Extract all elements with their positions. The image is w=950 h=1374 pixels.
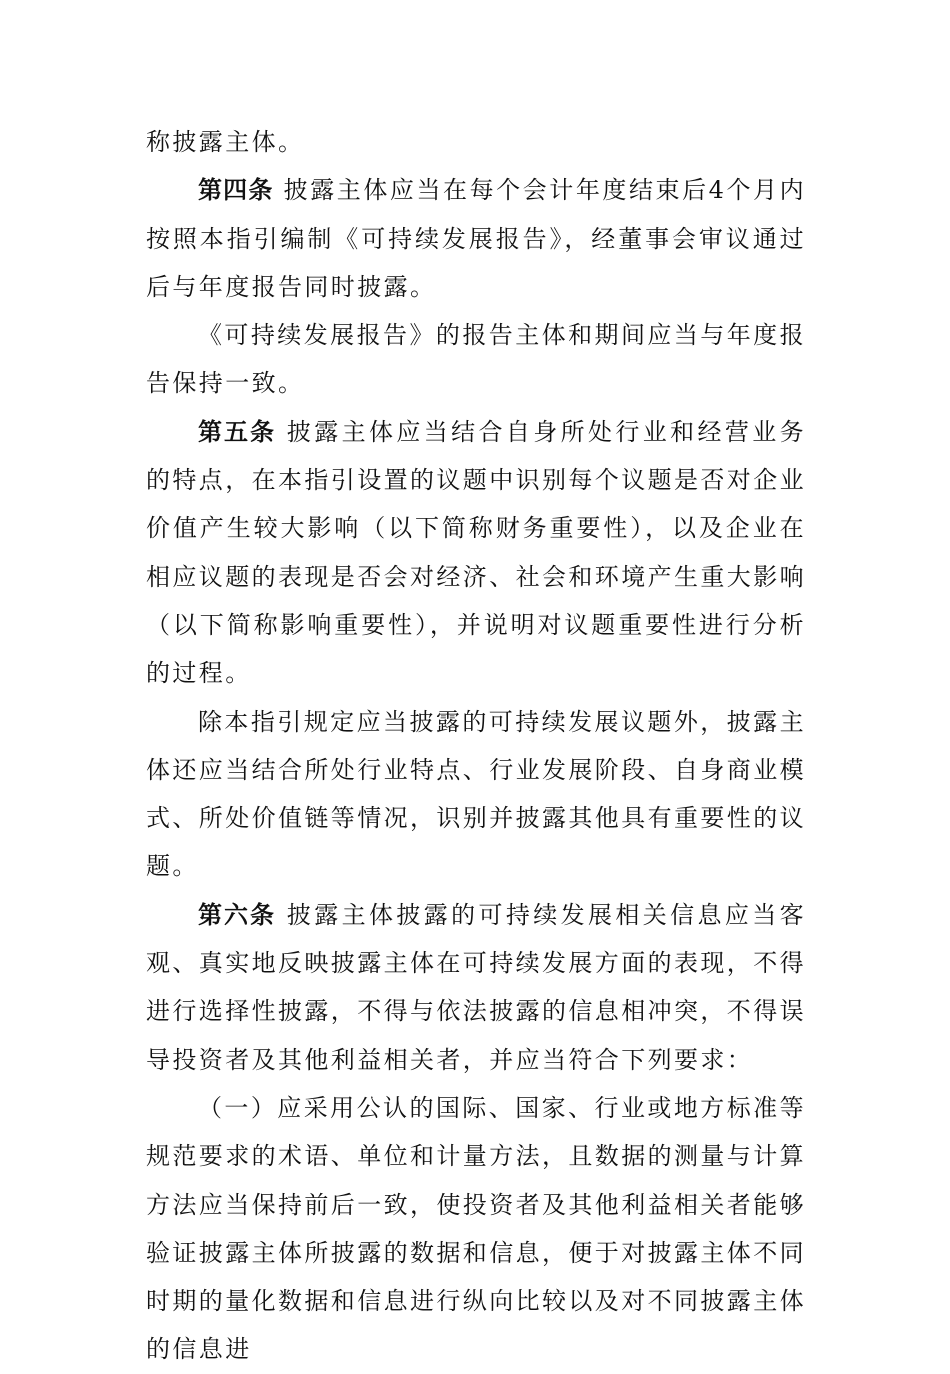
paragraph-text: 《可持续发展报告》的报告主体和期间应当与年度报告保持一致。 xyxy=(146,321,806,398)
document-body xyxy=(146,118,806,1374)
article-4-paragraph xyxy=(146,166,806,311)
paragraph-text: 称披露主体。 xyxy=(146,128,305,156)
paragraph-text: 披露主体披露的可持续发展相关信息应当客观、真实地反映披露主体在可持续发展方面的表现，不得进行选择性披露，不得与依法披露的信息相冲突，不得误导投资者及其他利益相关者，并应当符合下列要求： xyxy=(146,900,806,1074)
article-heading: 第五条 xyxy=(198,417,276,446)
article-heading: 第六条 xyxy=(198,900,276,929)
article-6-paragraph xyxy=(146,891,806,1084)
paragraph-text: 除本指引规定应当披露的可持续发展议题外，披露主体还应当结合所处行业特点、行业发展阶段、自身商业模式、所处价值链等情况，识别并披露其他具有重要性的议题。 xyxy=(146,707,806,881)
paragraph-continuation xyxy=(146,118,806,166)
article-heading: 第四条 xyxy=(198,176,274,205)
article-5-subparagraph xyxy=(146,698,806,891)
paragraph-text: （一）应采用公认的国际、国家、行业或地方标准等规范要求的术语、单位和计量方法，且数据的测量与计算方法应当保持前后一致，使投资者及其他利益相关者能够验证披露主体所披露的数据和信息，便于对披露主体不同时期的量化数据和信息进行纵向比较以及对不同披露主体的信息进 xyxy=(146,1093,806,1364)
article-6-item-1 xyxy=(146,1084,806,1374)
paragraph-text: 披露主体应当在每个会计年度结束后4个月内按照本指引编制《可持续发展报告》，经董事会审议通过后与年度报告同时披露。 xyxy=(146,176,807,301)
article-4-subparagraph xyxy=(146,311,806,408)
article-5-paragraph xyxy=(146,408,806,698)
paragraph-text: 披露主体应当结合自身所处行业和经营业务的特点，在本指引设置的议题中识别每个议题是否对企业价值产生较大影响（以下简称财务重要性），以及企业在相应议题的表现是否会对经济、社会和环境产生重大影响（以下简称影响重要性），并说明对议题重要性进行分析的过程。 xyxy=(146,417,806,688)
